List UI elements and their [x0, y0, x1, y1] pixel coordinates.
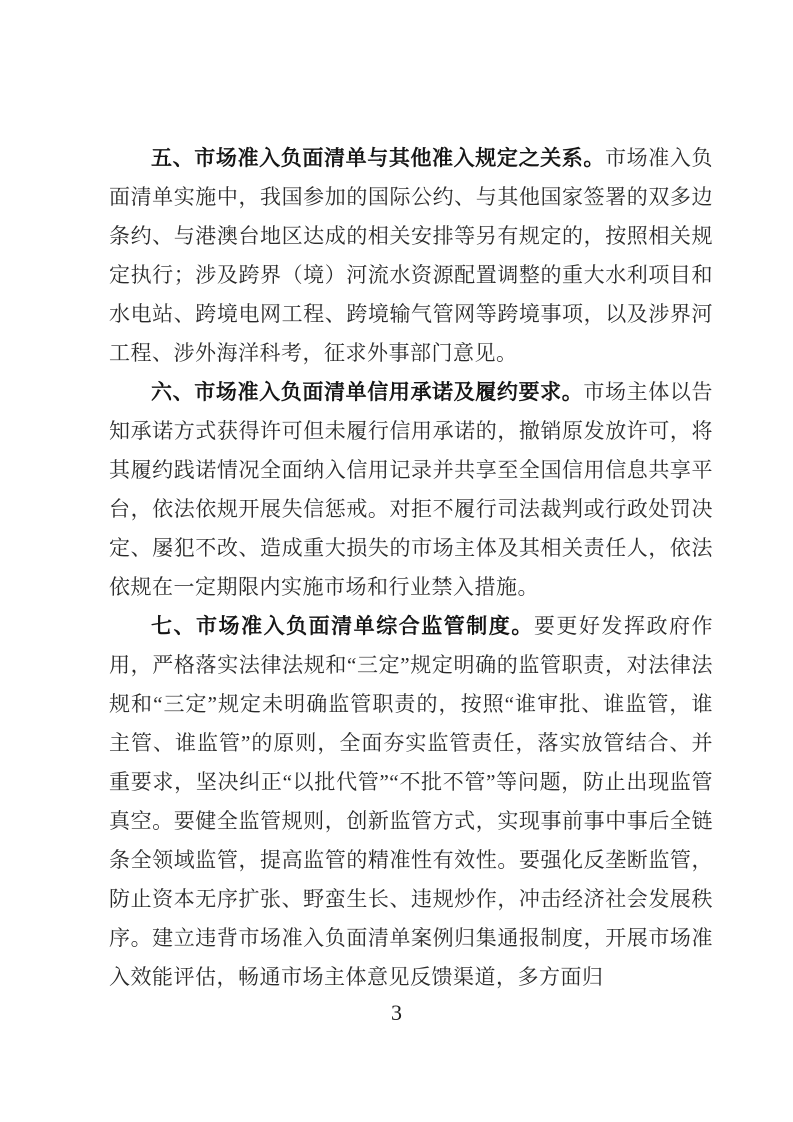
paragraph-6-heading: 六、市场准入负面清单信用承诺及履约要求。: [151, 381, 584, 404]
paragraph-5: [109, 139, 713, 373]
paragraph-7-body: 要更好发挥政府作用，严格落实法律法规和“三定”规定明确的监管职责，对法律法规和“三定”规定未明确监管职责的，按照“谁审批、谁监管，谁主管、谁监管”的原则，全面夯实监管责任，落实放管结合、并重要求，坚决纠正“以批代管”“不批不管”等问题，防止出现监管真空。要健全监管规则，创新监管方式，实现事前事中事后全链条全领域监管，提高监管的精准性有效性。要强化反垄断监管，防止资本无序扩张、野蛮生长、违规炒作，冲击经济社会发展秩序。建立违背市场准入负面清单案例归集通报制度，开展市场准入效能评估，畅通市场主体意见反馈渠道，多方面归: [109, 614, 714, 989]
paragraph-7-heading: 七、市场准入负面清单综合监管制度。: [151, 615, 534, 638]
document-content: [109, 139, 713, 997]
paragraph-5-heading: 五、市场准入负面清单与其他准入规定之关系。: [151, 147, 606, 170]
paragraph-5-body: 市场准入负面清单实施中，我国参加的国际公约、与其他国家签署的双多边条约、与港澳台地区达成的相关安排等另有规定的，按照相关规定执行；涉及跨界（境）河流水资源配置调整的重大水利项目和水电站、跨境电网工程、跨境输气管网等跨境事项，以及涉界河工程、涉外海洋科考，征求外事部门意见。: [109, 146, 714, 365]
paragraph-6: [109, 373, 713, 607]
paragraph-6-body: 市场主体以告知承诺方式获得许可但未履行信用承诺的，撤销原发放许可，将其履约践诺情况全面纳入信用记录并共享至全国信用信息共享平台，依法依规开展失信惩戒。对拒不履行司法裁判或行政处罚决定、屡犯不改、造成重大损失的市场主体及其相关责任人，依法依规在一定期限内实施市场和行业禁入措施。: [109, 380, 714, 599]
paragraph-7: [109, 607, 713, 997]
page-number: 3: [391, 1000, 402, 1025]
